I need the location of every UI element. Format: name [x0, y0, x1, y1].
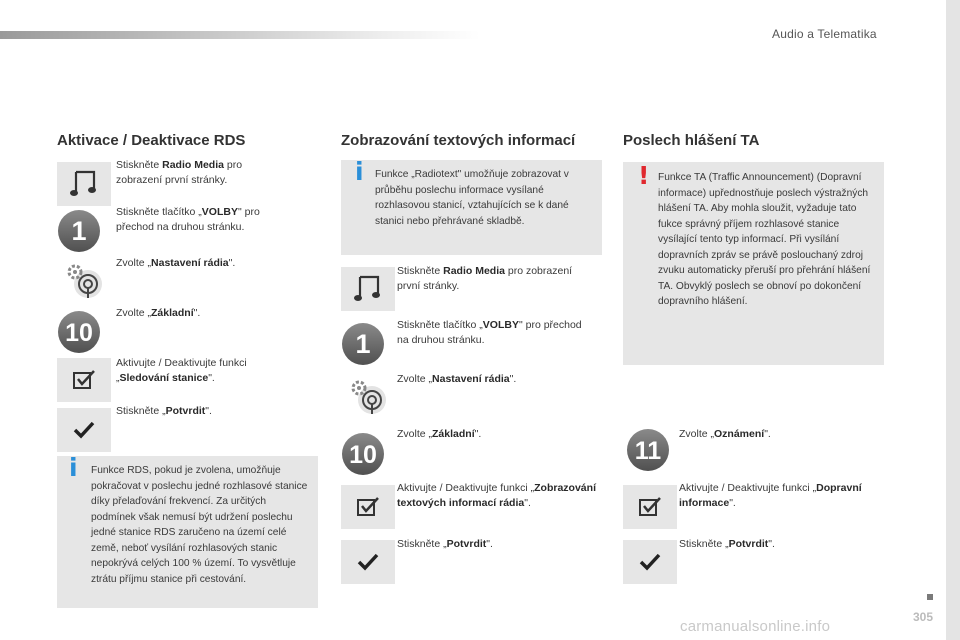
section-title: Audio a Telematika — [772, 27, 877, 41]
col2-title: Zobrazování textových informací — [341, 132, 576, 149]
checkbox-icon — [341, 485, 395, 529]
step-number-badge — [626, 428, 670, 472]
col3-warning-box: ! Funkce TA (Traffic Announcement) (Dopravní informace) upřednostňuje poslech výstražných hlášení TA. Aby mohla sloužit, vyžaduje tato fukce správný příjem rozhlasové stanice vysílající tento typ informací. Při vysílání dopravních zpráv se právě poslouchaný zdroj zvuku automaticky přeruší pro přehrání hlášení TA. Obvyklý poslech se obnoví po dokončení dopravního hlášení. — [623, 162, 884, 365]
col2-step-1: Stiskněte Radio Media pro zobrazení první stránky. — [397, 265, 573, 292]
step-number-badge — [341, 322, 385, 366]
checkmark-icon — [341, 540, 395, 584]
step-number-badge — [57, 209, 101, 253]
col1-step-6: Stiskněte „Potvrdit". — [116, 405, 212, 417]
music-note-icon — [57, 162, 111, 206]
radio-settings-icon — [341, 374, 395, 418]
step-number-badge — [57, 310, 101, 354]
info-icon: i — [355, 157, 364, 186]
header-bar — [0, 31, 480, 39]
col1-step-2: Stiskněte tlačítko „VOLBY" pro přechod na druhou stránku. — [116, 206, 260, 233]
svg-text:1: 1 — [71, 216, 87, 246]
checkmark-icon — [623, 540, 677, 584]
checkbox-icon — [623, 485, 677, 529]
col1-step-3: Zvolte „Nastavení rádia". — [116, 257, 236, 269]
svg-text:11: 11 — [634, 437, 662, 465]
col2-step-6: Stiskněte „Potvrdit". — [397, 538, 493, 550]
col2-step-5: Aktivujte / Deaktivujte funkci „Zobrazování textových informací rádia". — [397, 482, 596, 509]
warning-icon: ! — [638, 161, 650, 190]
page-number: 305 — [913, 610, 934, 624]
col2-step-3: Zvolte „Nastavení rádia". — [397, 373, 517, 385]
side-strip — [946, 0, 960, 640]
col1-title: Aktivace / Deaktivace RDS — [57, 132, 246, 149]
col1-step-4: Zvolte „Základní". — [116, 307, 201, 319]
svg-text:1: 1 — [355, 329, 371, 359]
col2-step-2: Stiskněte tlačítko „VOLBY" pro přechod na druhou stránku. — [397, 319, 582, 346]
svg-text:10: 10 — [349, 441, 377, 469]
col3-step-2: Aktivujte / Deaktivujte funkci „Dopravní informace". — [679, 482, 862, 509]
watermark: carmanualsonline.info — [680, 618, 831, 635]
checkmark-icon — [57, 408, 111, 452]
radio-settings-icon — [57, 258, 111, 302]
page-marker — [927, 594, 933, 600]
svg-text:10: 10 — [65, 319, 93, 347]
info-icon: i — [69, 453, 78, 482]
col1-info-box: i Funkce RDS, pokud je zvolena, umožňuje pokračovat v poslechu jedné rozhlasové stanice díky přelaďování frekvencí. Za určitých podmínek však nemusí být udržení poslechu jedné stanice RDS zaručeno na území celé země, neboť vysílání rozhlasových stanic nepokrývá celých 100 % území. To vysvětluje ztrátu příjmu stanice při cestování. — [57, 456, 318, 608]
col1-step-1: Stiskněte Radio Media pro zobrazení první stránky. — [116, 159, 243, 186]
music-note-icon — [341, 267, 395, 311]
checkbox-icon — [57, 358, 111, 402]
col3-title: Poslech hlášení TA — [623, 132, 760, 149]
col3-step-3: Stiskněte „Potvrdit". — [679, 538, 775, 550]
col2-step-4: Zvolte „Základní". — [397, 428, 482, 440]
col3-step-1: Zvolte „Oznámení". — [679, 428, 771, 440]
step-number-badge — [341, 432, 385, 476]
col2-info-box: i Funkce „Radiotext" umožňuje zobrazovat v průběhu poslechu informace vysílané rozhlasovou stanicí, vztahujících se k dané stanici nebo přehrávané skladbě. — [341, 160, 602, 255]
col1-step-5: Aktivujte / Deaktivujte funkci „Sledování stanice". — [116, 357, 247, 384]
